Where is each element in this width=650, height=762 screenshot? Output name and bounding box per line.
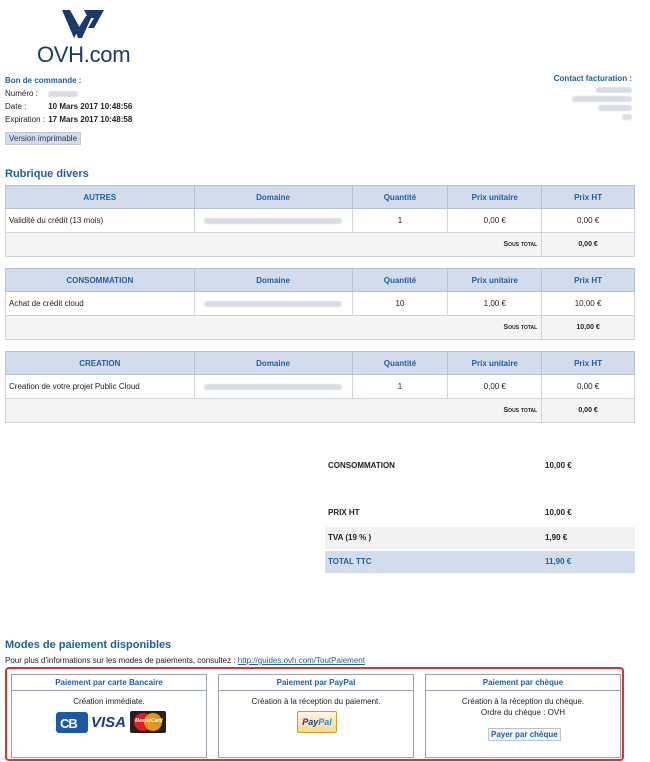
quantity-header: Quantité — [352, 352, 448, 375]
payment-cheque-box — [425, 674, 621, 758]
domain-header: Domaine — [194, 186, 352, 209]
domain-header: Domaine — [194, 352, 352, 375]
payment-paypal-title[interactable]: Paiement par PayPal — [219, 675, 413, 691]
contact-redacted-line — [596, 87, 632, 93]
category-header: CREATION — [6, 352, 195, 375]
payment-card-box — [11, 674, 207, 758]
items-table-consommation — [5, 268, 635, 340]
subtotal-value: 0,00 € — [542, 233, 635, 257]
payment-cheque-line1: Création à la réception du chèque. — [461, 697, 585, 706]
subtotal-label: Sous total — [6, 399, 542, 423]
paypal-pay-text: Pay — [302, 717, 319, 727]
table-header-row — [6, 186, 635, 209]
subtotal-value: 0,00 € — [542, 399, 635, 423]
items-table-creation — [5, 351, 635, 423]
quantity-cell: 1 — [352, 209, 448, 233]
order-date-label: Date : — [5, 102, 27, 111]
mastercard-text: MasterCard — [135, 718, 163, 724]
payment-info — [5, 656, 365, 665]
order-number-row — [5, 87, 132, 100]
summary-total-label: TOTAL TTC — [328, 557, 372, 566]
subtotal-row — [6, 316, 635, 340]
table-header-row — [6, 352, 635, 375]
visa-card-icon[interactable]: VISA — [91, 714, 127, 731]
payment-paypal-line: Création à la réception du paiement. — [251, 697, 381, 706]
summary-tva-label: TVA (19 % ) — [328, 533, 372, 542]
order-date-value: 10 Mars 2017 10:48:56 — [48, 102, 133, 111]
quantity-header: Quantité — [352, 269, 448, 292]
order-number-redacted — [48, 91, 78, 97]
pay-by-cheque-button[interactable]: Payer par chèque — [488, 728, 561, 741]
quantity-cell: 10 — [352, 292, 448, 316]
order-number-label: Numéro : — [5, 89, 38, 98]
category-header: CONSOMMATION — [6, 269, 195, 292]
item-description: Creation de votre projet Public Cloud — [6, 375, 195, 399]
print-version-button[interactable]: Version imprimable — [5, 132, 81, 145]
subtotal-value: 10,00 € — [542, 316, 635, 340]
domain-redacted — [204, 384, 342, 390]
summary-total-value: 11,90 € — [545, 557, 572, 566]
price-ht-cell: 0,00 € — [542, 375, 635, 399]
order-expiration-row — [5, 113, 132, 126]
summary-prix-ht-row — [325, 502, 635, 524]
summary-tva-row — [325, 527, 635, 549]
contact-redacted-line — [622, 114, 632, 120]
payment-info-text: Pour plus d'informations sur les modes de paiements, consultez : — [5, 656, 236, 665]
domain-cell — [194, 292, 352, 316]
mastercard-icon[interactable] — [130, 711, 166, 733]
subtotal-label: Sous total — [6, 233, 542, 257]
subtotal-row — [6, 233, 635, 257]
payment-guide-link[interactable]: http://guides.ovh.com/ToutPaiement — [237, 656, 365, 665]
summary-total-row — [325, 551, 635, 573]
payment-paypal-box — [218, 674, 414, 758]
item-description: Achat de crédit cloud — [6, 292, 195, 316]
unit-price-cell: 0,00 € — [448, 375, 542, 399]
payment-cheque-title[interactable]: Paiement par chèque — [426, 675, 620, 691]
payment-cheque-line2: Ordre du chèque : OVH — [480, 708, 566, 717]
logo-text: OVH.com — [37, 42, 131, 67]
paypal-pal-text: Pal — [318, 717, 332, 727]
summary-consommation-value: 10,00 € — [545, 461, 572, 470]
price-ht-header: Prix HT — [542, 269, 635, 292]
price-ht-cell: 0,00 € — [542, 209, 635, 233]
unit-price-header: Prix unitaire — [448, 269, 542, 292]
subtotal-label: Sous total — [6, 316, 542, 340]
order-expiration-label: Expiration : — [5, 115, 46, 124]
quantity-header: Quantité — [352, 186, 448, 209]
domain-redacted — [204, 301, 342, 307]
table-header-row — [6, 269, 635, 292]
section-title: Rubrique divers — [5, 168, 89, 180]
order-expiration-value: 17 Mars 2017 10:48:58 — [48, 115, 133, 124]
table-row — [6, 209, 635, 233]
domain-cell — [194, 375, 352, 399]
domain-cell — [194, 209, 352, 233]
order-date-row — [5, 100, 132, 113]
unit-price-header: Prix unitaire — [448, 352, 542, 375]
ovh-logo-icon — [58, 10, 104, 38]
ovh-logo — [37, 10, 137, 65]
unit-price-cell: 1,00 € — [448, 292, 542, 316]
items-table-autres — [5, 185, 635, 257]
table-row — [6, 375, 635, 399]
contact-title: Contact facturation : — [553, 74, 632, 83]
quantity-cell: 1 — [352, 375, 448, 399]
price-ht-header: Prix HT — [542, 186, 635, 209]
summary-tva-value: 1,90 € — [545, 533, 568, 542]
order-title: Bon de commande : — [5, 76, 82, 85]
cb-card-icon[interactable] — [56, 712, 88, 733]
billing-contact — [554, 74, 632, 123]
domain-header: Domaine — [194, 269, 352, 292]
item-description: Validité du crédit (13 mois) — [6, 209, 195, 233]
payment-title: Modes de paiement disponibles — [5, 639, 172, 651]
price-ht-header: Prix HT — [542, 352, 635, 375]
domain-redacted — [204, 218, 342, 224]
subtotal-row — [6, 399, 635, 423]
payment-methods-frame — [5, 667, 624, 761]
contact-redacted-line — [598, 105, 632, 111]
summary-prix-ht-value: 10,00 € — [545, 508, 572, 517]
contact-redacted-line — [572, 96, 632, 102]
unit-price-cell: 0,00 € — [448, 209, 542, 233]
table-row — [6, 292, 635, 316]
payment-card-line: Création immédiate. — [73, 697, 145, 706]
summary-consommation-row — [325, 455, 635, 477]
card-logos[interactable] — [56, 711, 166, 733]
payment-card-title[interactable]: Paiement par carte Bancaire — [12, 675, 206, 691]
price-ht-cell: 10,00 € — [542, 292, 635, 316]
unit-price-header: Prix unitaire — [448, 186, 542, 209]
paypal-icon[interactable] — [297, 711, 337, 733]
category-header: AUTRES — [6, 186, 195, 209]
order-info — [5, 74, 132, 126]
summary-prix-ht-label: PRIX HT — [328, 508, 360, 517]
cb-text: CB — [60, 716, 77, 731]
summary-consommation-label: CONSOMMATION — [328, 461, 395, 470]
